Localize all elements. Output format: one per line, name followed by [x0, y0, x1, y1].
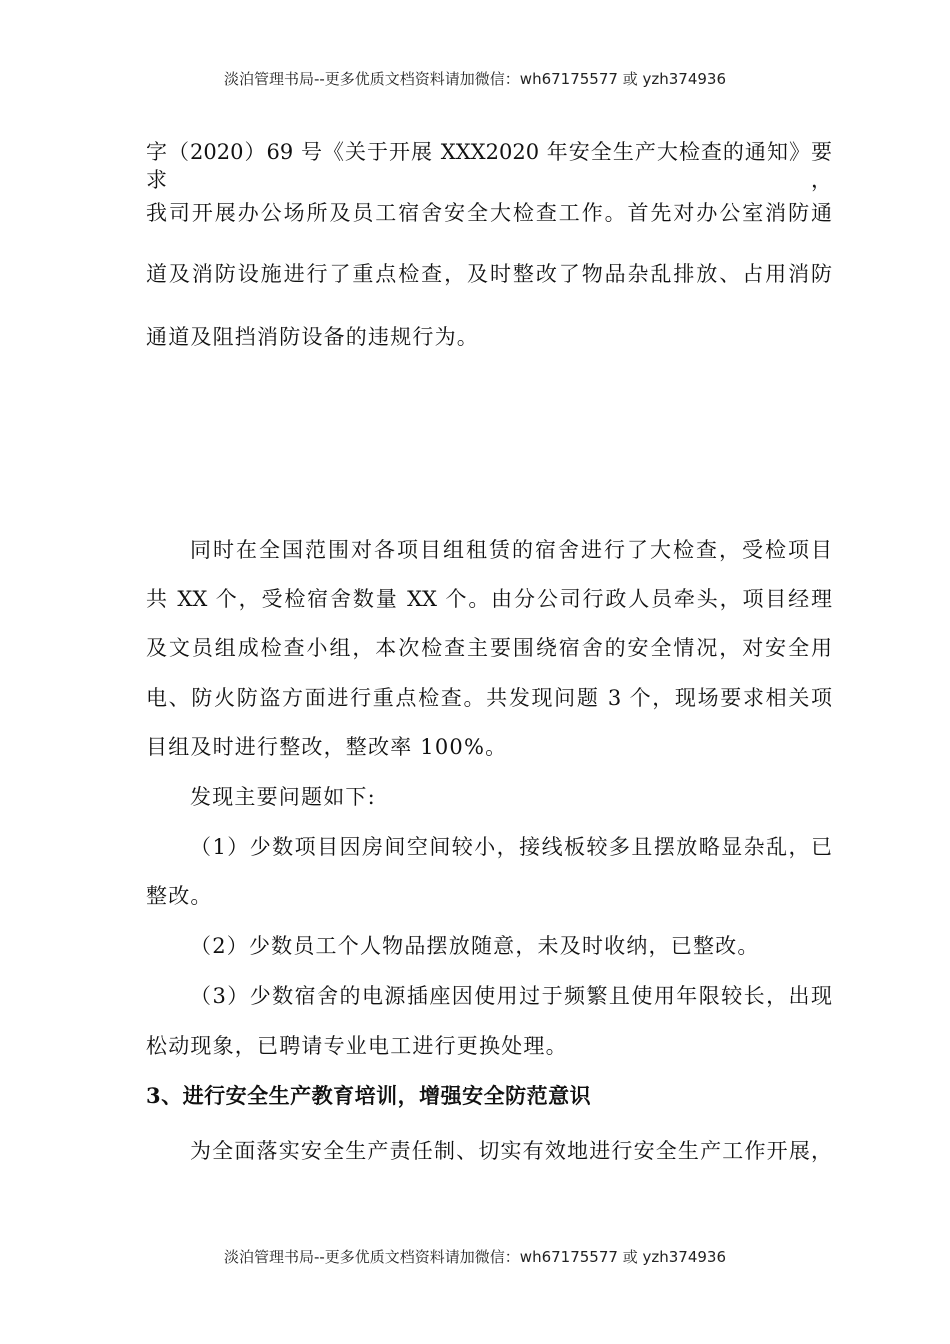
body-line: 发现主要问题如下: — [190, 785, 376, 809]
list-item: （2）少数员工个人物品摆放随意，未及时收纳，已整改。 — [190, 934, 760, 958]
body-line: 同时在全国范围对各项目组租赁的宿舍进行了大检查，受检项目 — [190, 538, 832, 562]
body-line: 道及消防设施进行了重点检查，及时整改了物品杂乱排放、占用消防 — [146, 262, 832, 286]
list-item: （3）少数宿舍的电源插座因使用过于频繁且使用年限较长，出现 — [190, 984, 832, 1008]
body-line: 通道及阻挡消防设备的违规行为。 — [146, 325, 479, 349]
body-line: 电、防火防盗方面进行重点检查。共发现问题 3 个，现场要求相关项 — [146, 686, 832, 710]
list-item: （1）少数项目因房间空间较小，接线板较多且摆放略显杂乱，已 — [190, 835, 832, 859]
page-footer: 淡泊管理书局--更多优质文档资料请加微信：wh67175577 或 yzh374936 — [223, 1248, 726, 1266]
body-line: 及文员组成检查小组，本次检查主要围绕宿舍的安全情况，对安全用 — [146, 636, 832, 660]
section-heading: 3、进行安全生产教育培训，增强安全防范意识 — [146, 1083, 592, 1108]
body-line: 目组及时进行整改，整改率 100%。 — [146, 735, 508, 759]
body-line: 为全面落实安全生产责任制、切实有效地进行安全生产工作开展， — [190, 1139, 832, 1163]
body-line: 共 XX 个，受检宿舍数量 XX 个。由分公司行政人员牵头，项目经理 — [146, 587, 832, 611]
list-item-continuation: 松动现象，已聘请专业电工进行更换处理。 — [146, 1034, 568, 1058]
body-line: 我司开展办公场所及员工宿舍安全大检查工作。首先对办公室消防通 — [146, 201, 832, 225]
list-item-continuation: 整改。 — [146, 884, 213, 908]
body-line: 字（2020）69 号《关于开展 XXX2020 年安全生产大检查的通知》要求， — [146, 140, 832, 192]
page-header: 淡泊管理书局--更多优质文档资料请加微信：wh67175577 或 yzh374936 — [223, 70, 726, 88]
